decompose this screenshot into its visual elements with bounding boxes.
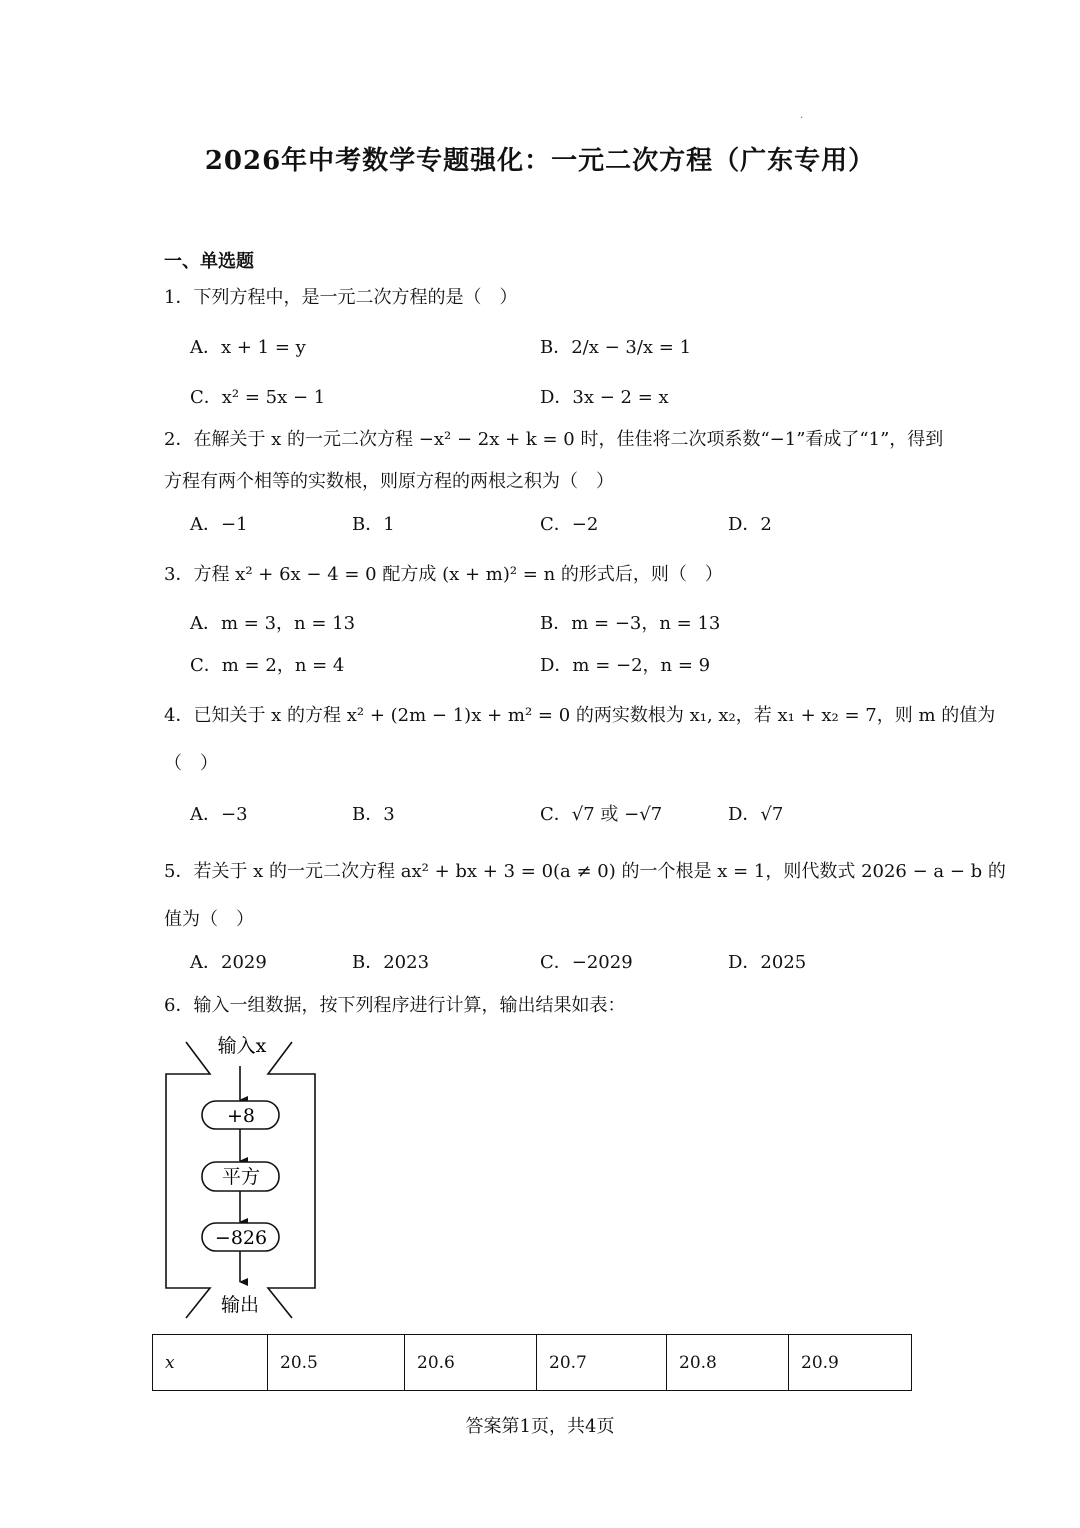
scan-dot: . xyxy=(800,110,804,121)
q1-option-b: B．2/x − 3/x = 1 xyxy=(540,337,692,358)
q4-option-d: D．√7 xyxy=(728,804,784,825)
q2-option-d: D．2 xyxy=(728,514,772,535)
question-5-stem-line1: 5．若关于 x 的一元二次方程 ax² + bx + 3 = 0(a ≠ 0) 的一个根是 x = 1，则代数式 2026 − a − b 的 xyxy=(164,861,1006,882)
question-3-stem: 3．方程 x² + 6x − 4 = 0 配方成 (x + m)² = n 的形式后，则（ ） xyxy=(164,564,723,585)
section-heading: 一、单选题 xyxy=(164,251,254,272)
q2-option-b: B．1 xyxy=(352,514,395,535)
flowchart-step-2: 平方 xyxy=(221,1166,261,1188)
q4-option-a: A．−3 xyxy=(190,804,248,825)
table-cell: 20.7 xyxy=(537,1335,667,1391)
table-cell: 20.6 xyxy=(405,1335,537,1391)
flowchart-input-label: 输入x xyxy=(217,1035,267,1057)
q4-option-b: B．3 xyxy=(352,804,395,825)
q3-option-d: D．m = −2，n = 9 xyxy=(540,655,711,676)
q4-option-c: C．√7 或 −√7 xyxy=(540,804,663,825)
q3-option-b: B．m = −3，n = 13 xyxy=(540,613,721,634)
q2-option-a: A．−1 xyxy=(190,514,248,535)
q5-option-a: A．2029 xyxy=(190,952,267,973)
q5-option-c: C．−2029 xyxy=(540,952,633,973)
page-footer: 答案第1页，共4页 xyxy=(465,1416,615,1437)
data-table xyxy=(152,1334,912,1391)
q1-option-d: D．3x − 2 = x xyxy=(540,387,669,408)
q3-option-a: A．m = 3，n = 13 xyxy=(190,613,356,634)
table-row xyxy=(153,1335,912,1391)
table-cell: 20.5 xyxy=(268,1335,405,1391)
question-5-stem-line2: 值为（ ） xyxy=(164,909,254,930)
q1-option-c: C．x² = 5x − 1 xyxy=(190,387,326,408)
q5-option-b: B．2023 xyxy=(352,952,430,973)
flowchart-output-label: 输出 xyxy=(220,1294,260,1316)
table-cell: x xyxy=(153,1335,268,1391)
question-2-stem-line2: 方程有两个相等的实数根，则原方程的两根之积为（ ） xyxy=(164,471,614,492)
page-title: 2026年中考数学专题强化：一元二次方程（广东专用） xyxy=(204,146,876,176)
table-cell: 20.8 xyxy=(667,1335,789,1391)
q1-option-a: A．x + 1 = y xyxy=(190,337,306,358)
q3-option-c: C．m = 2，n = 4 xyxy=(190,655,345,676)
question-1-stem: 1．下列方程中，是一元二次方程的是（ ） xyxy=(164,287,518,308)
question-6-stem: 6．输入一组数据，按下列程序进行计算，输出结果如表： xyxy=(164,995,626,1016)
question-4-stem-line2: （ ） xyxy=(164,753,218,774)
table-cell: 20.9 xyxy=(789,1335,912,1391)
question-2-stem-line1: 2．在解关于 x 的一元二次方程 −x² − 2x + k = 0 时，佳佳将二次项系数“−1”看成了“1”，得到 xyxy=(164,429,944,450)
flowchart-step-1: +8 xyxy=(226,1105,256,1127)
question-4-stem-line1: 4．已知关于 x 的方程 x² + (2m − 1)x + m² = 0 的两实数根为 x₁, x₂，若 x₁ + x₂ = 7，则 m 的值为 xyxy=(164,705,996,726)
flowchart-step-3: −826 xyxy=(214,1227,268,1249)
q5-option-d: D．2025 xyxy=(728,952,807,973)
q2-option-c: C．−2 xyxy=(540,514,599,535)
flowchart xyxy=(158,1030,328,1325)
